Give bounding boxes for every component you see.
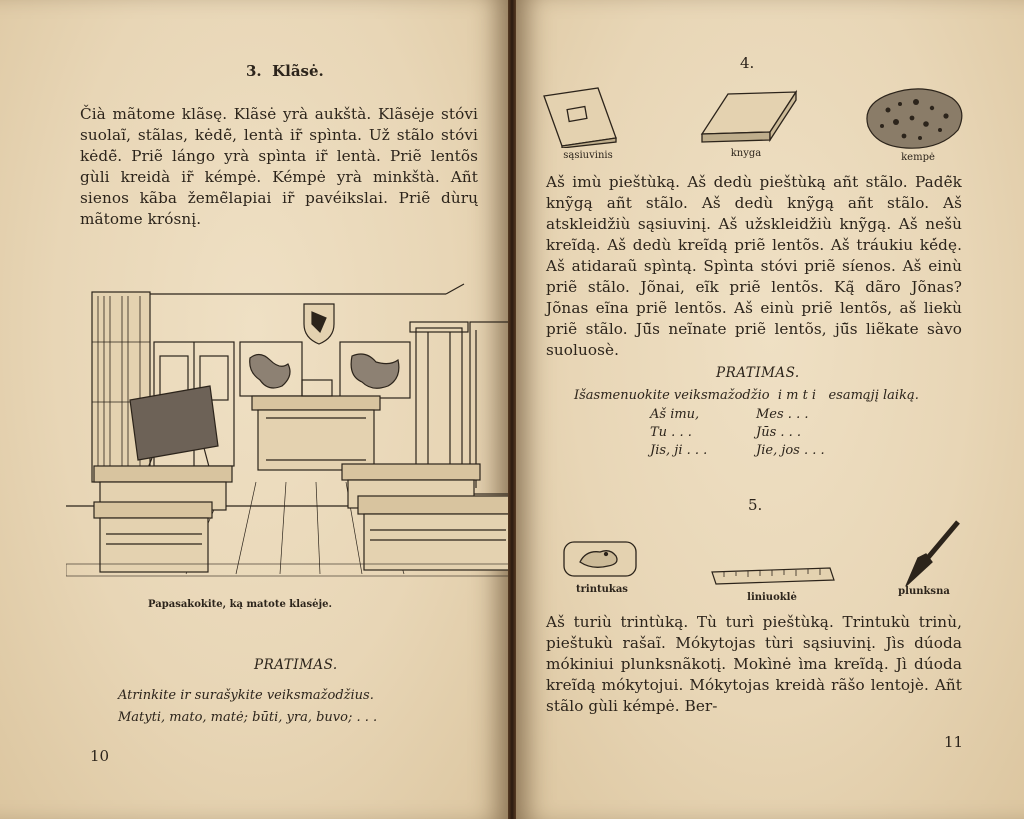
conjugation-form: Aš imu, (650, 407, 700, 422)
lesson-3-paragraph: Čià mãtome klãsę. Klãsė yrà aukštà. Klãsėje stóvi suolaĩ, stãlas, kėdė̃, lentà ir̃ spìnta. Už stãlo stóvi kėdė̃. Priẽ lángo yrà spìnta ir̃ lentà. Priẽ lentõs gùli kreidà ir̃ kémpė. Kémpė yrà minkštà. Añt sienos kãba žemė̃lapiai ir̃ pavéikslai. Priẽ dùrų mãtome krósnį. (80, 105, 478, 228)
eraser-icon (556, 536, 646, 584)
icon-label-sponge: kempė (901, 152, 935, 163)
notebook-icon (540, 86, 620, 148)
conjugation-form: Tu . . . (650, 425, 692, 440)
exercise-instruction: Išasmenuokite veiksmažodžio i m t i esamąjį laiką. (574, 388, 919, 403)
page-number: 10 (90, 747, 110, 765)
ruler-icon (710, 564, 838, 592)
page-number: 11 (944, 733, 964, 751)
icon-label-pen: plunksna (898, 586, 950, 597)
book-icon (698, 86, 800, 146)
icon-label-ruler: liniuoklė (747, 592, 797, 603)
conjugation-left-column (650, 406, 707, 460)
lesson-5-paragraph: Aš turiù trintùką. Tù turì pieštùką. Trintukù trinù, pieštukù rašaĩ. Mókytojas tùri sąsiuvinį. Jìs dúoda mókiniui plunksnãkotį. Mokìnė ìma kreĩdą. Jì dúoda kreĩdą mókytojui. Mókytojas kreidà rãšo lentojè. Añt stãlo gùli kémpė. Ber- (546, 613, 962, 715)
classroom-illustration (66, 282, 508, 578)
icon-label-book: knyga (730, 148, 762, 159)
exercise-title: PRATIMAS. (716, 365, 800, 381)
left-page (0, 0, 508, 819)
conjugation-form: Jūs . . . (756, 425, 802, 440)
conjugation-form: Jie, jos . . . (756, 443, 825, 458)
icon-label-notebook: sąsiuvinis (563, 150, 613, 161)
right-page (516, 0, 1024, 819)
lesson-3-heading: 3. Klãsė. (246, 62, 324, 80)
lesson-5-heading: 5. (748, 496, 763, 514)
exercise-title: PRATIMAS. (254, 657, 338, 673)
conjugation-form: Mes . . . (756, 407, 809, 422)
exercise-example: Matyti, mato, matė; būti, yra, buvo; . . . (118, 710, 378, 725)
icon-label-eraser: trintukas (576, 584, 628, 595)
conjugation-right-column (756, 406, 825, 460)
lesson-4-paragraph: Aš imù pieštùką. Aš dedù pieštùką añt stãlo. Padė̃k knỹgą añt stãlo. Aš dedù knỹgą añt stãlo. Aš atskleidžiù sąsiuvinį. Aš užskleidžiù knỹgą. Aš nešù kreĩdą. Aš dedù kreĩdą priẽ lentõs. Aš tráukiu kė́dę. Aš atidaraũ spìntą. Spìnta stóvi priẽ síenos. Aš einù priẽ stãlo. Jõnai, eĩk priẽ lentõs. Ką̃ dãro Jõnas? Jõnas eĩna priẽ lentõs. Aš einù priẽ lentõs, aš liekù priẽ stãlo. Jū̃s neĩnate priẽ lentõs, jū̃s liẽkate sàvo suoluosè. (546, 173, 962, 359)
exercise-instruction: Atrinkite ir surašykite veiksmažodžius. (118, 688, 374, 703)
pen-nib-icon (898, 518, 968, 590)
lesson-4-heading: 4. (740, 54, 755, 72)
illustration-caption: Papasakokite, ką matote klasėje. (148, 599, 332, 610)
conjugation-form: Jis, ji . . . (650, 443, 708, 458)
sponge-icon (860, 86, 968, 152)
